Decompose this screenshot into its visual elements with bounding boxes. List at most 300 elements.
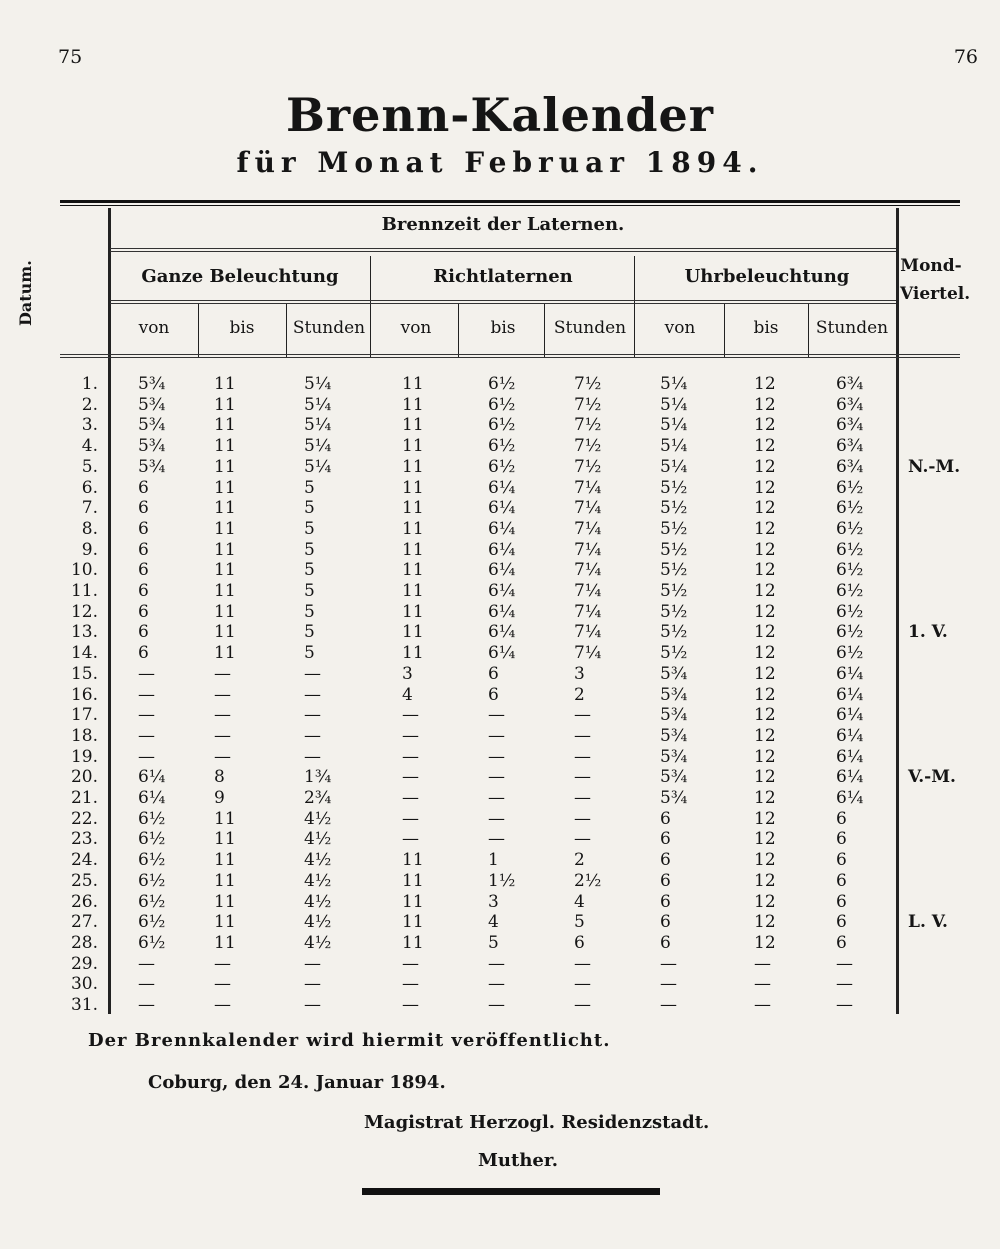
cell-uhr-von: 5½	[660, 498, 688, 519]
cell-ganze-von: 6½	[138, 829, 166, 850]
cell-ganze-von: 6¼	[138, 767, 166, 788]
cell-uhr-von: 5¾	[660, 788, 688, 808]
cell-ganze-von: 6	[138, 601, 149, 622]
cell-ganze-von: 6½	[138, 808, 166, 829]
cell-richt-bis: 5	[488, 932, 499, 953]
cell-uhr-von: 5¾	[660, 684, 688, 705]
cell-ganze-stunden: 5	[304, 518, 315, 539]
cell-uhr-bis: 12	[754, 870, 776, 891]
cell-ganze-stunden: 5	[304, 498, 315, 519]
cell-uhr-von: 5¾	[660, 746, 688, 767]
cell-ganze-bis: 11	[214, 581, 236, 601]
cell-ganze-bis: 11	[214, 891, 236, 912]
place-date: Coburg, den 24. Januar 1894.	[148, 1072, 446, 1093]
cell-ganze-bis: 11	[214, 498, 236, 519]
table-row	[60, 560, 900, 581]
cell-uhr-von: 5¼	[660, 415, 688, 436]
cell-richt-von: —	[402, 746, 419, 767]
cell-uhr-stunden: 6¾	[836, 394, 864, 415]
cell-ganze-bis: 11	[214, 622, 236, 643]
cell-richt-stunden: —	[574, 725, 591, 746]
cell-ganze-stunden: —	[304, 995, 321, 1015]
cell-richt-bis: —	[488, 705, 505, 726]
cell-uhr-stunden: 6½	[836, 643, 864, 664]
cell-richt-bis: 6½	[488, 436, 516, 457]
cell-uhr-bis: 12	[754, 767, 776, 788]
cell-ganze-bis: —	[214, 684, 231, 705]
cell-ganze-bis: 11	[214, 456, 236, 477]
cell-uhr-stunden: 6¾	[836, 415, 864, 436]
cell-richt-bis: 6¼	[488, 498, 516, 519]
cell-ganze-von: 5¾	[138, 456, 166, 477]
cell-ganze-bis: 11	[214, 850, 236, 871]
cell-uhr-bis: 12	[754, 560, 776, 581]
cell-richt-stunden: 7¼	[574, 601, 602, 622]
cell-ganze-bis: 11	[214, 415, 236, 436]
cell-ganze-bis: —	[214, 725, 231, 746]
cell-date: 20.	[70, 767, 98, 788]
cell-ganze-von: —	[138, 974, 155, 995]
cell-richt-bis: —	[488, 767, 505, 788]
cell-uhr-stunden: 6¼	[836, 767, 864, 788]
cell-uhr-von: 5¼	[660, 456, 688, 477]
mond-header	[900, 252, 971, 308]
cell-richt-von: 11	[402, 622, 424, 643]
moon-phase-label: 1. V.	[908, 622, 948, 643]
cell-richt-stunden: 7¼	[574, 498, 602, 519]
cell-uhr-stunden: 6¾	[836, 374, 864, 394]
cell-richt-von: 11	[402, 477, 424, 498]
cell-richt-bis: —	[488, 788, 505, 808]
col-richt-stunden: Stunden	[553, 318, 627, 338]
cell-ganze-von: 6	[138, 581, 149, 601]
cell-ganze-von: 6½	[138, 891, 166, 912]
cell-uhr-stunden: 6¼	[836, 746, 864, 767]
cell-uhr-stunden: 6	[836, 808, 847, 829]
cell-ganze-bis: —	[214, 705, 231, 726]
cell-uhr-bis: 12	[754, 788, 776, 808]
cell-uhr-stunden: 6¼	[836, 663, 864, 684]
cell-richt-stunden: 7¼	[574, 643, 602, 664]
table-row	[60, 933, 900, 954]
cell-ganze-stunden: —	[304, 663, 321, 684]
cell-date: 29.	[70, 953, 98, 974]
group-uhr: Uhrbeleuchtung	[684, 266, 850, 287]
top-rule	[60, 200, 960, 203]
cell-richt-stunden: 2½	[574, 870, 602, 891]
cell-ganze-von: 6	[138, 477, 149, 498]
cell-date: 16.	[70, 684, 98, 705]
cell-ganze-bis: 11	[214, 477, 236, 498]
cell-ganze-bis: 11	[214, 436, 236, 457]
cell-richt-von: —	[402, 995, 419, 1015]
table-row	[60, 643, 900, 664]
cell-uhr-von: 5¼	[660, 436, 688, 457]
cell-richt-stunden: —	[574, 705, 591, 726]
cell-ganze-stunden: 5¼	[304, 374, 332, 394]
col-uhr-bis: bis	[753, 318, 779, 338]
cell-ganze-bis: 11	[214, 374, 236, 394]
cell-uhr-bis: 12	[754, 829, 776, 850]
cell-ganze-von: 6	[138, 539, 149, 560]
cell-uhr-stunden: 6¼	[836, 788, 864, 808]
cell-ganze-stunden: 4½	[304, 808, 332, 829]
cell-date: 27.	[70, 912, 98, 933]
cell-uhr-von: 5½	[660, 601, 688, 622]
table-row	[60, 829, 900, 850]
issuing-authority: Magistrat Herzogl. Residenzstadt.	[364, 1112, 710, 1133]
cell-ganze-stunden: 5¼	[304, 394, 332, 415]
cell-ganze-bis: 9	[214, 788, 225, 808]
cell-ganze-von: 6	[138, 560, 149, 581]
cell-ganze-bis: 11	[214, 539, 236, 560]
cell-uhr-stunden: 6	[836, 891, 847, 912]
cell-uhr-bis: 12	[754, 932, 776, 953]
cell-richt-bis: 6½	[488, 415, 516, 436]
cell-uhr-von: 5½	[660, 560, 688, 581]
cell-richt-stunden: —	[574, 974, 591, 995]
cell-date: 25.	[70, 870, 98, 891]
cell-richt-stunden: —	[574, 808, 591, 829]
cell-uhr-von: 5½	[660, 518, 688, 539]
cell-richt-stunden: 7¼	[574, 518, 602, 539]
cell-richt-von: 11	[402, 870, 424, 891]
cell-richt-stunden: 7½	[574, 394, 602, 415]
page-subtitle: für Monat Februar 1894.	[236, 146, 764, 179]
bottom-rule	[362, 1188, 660, 1195]
table-row	[60, 954, 900, 975]
cell-ganze-bis: 11	[214, 518, 236, 539]
cell-uhr-bis: 12	[754, 498, 776, 519]
header-rule-3	[60, 354, 960, 355]
cell-uhr-stunden: 6	[836, 912, 847, 933]
cell-date: 12.	[70, 601, 98, 622]
cell-richt-bis: 1	[488, 850, 499, 871]
cell-ganze-stunden: 5	[304, 560, 315, 581]
table-row	[60, 747, 900, 768]
cell-richt-stunden: —	[574, 995, 591, 1015]
table-row	[60, 726, 900, 747]
cell-date: 21.	[70, 788, 98, 808]
cell-uhr-bis: 12	[754, 601, 776, 622]
cell-uhr-bis: 12	[754, 415, 776, 436]
cell-richt-stunden: 7¼	[574, 477, 602, 498]
cell-richt-von: 11	[402, 912, 424, 933]
cell-date: 9.	[81, 539, 98, 560]
table-row	[60, 540, 900, 561]
cell-richt-stunden: 7¼	[574, 539, 602, 560]
cell-richt-stunden: —	[574, 788, 591, 808]
cell-ganze-bis: 11	[214, 560, 236, 581]
cell-ganze-von: 6½	[138, 850, 166, 871]
cell-date: 17.	[70, 705, 98, 726]
cell-ganze-bis: —	[214, 953, 231, 974]
cell-ganze-stunden: 5	[304, 601, 315, 622]
cell-uhr-von: 6	[660, 870, 671, 891]
cell-richt-stunden: —	[574, 746, 591, 767]
cell-ganze-von: —	[138, 663, 155, 684]
cell-uhr-stunden: 6½	[836, 601, 864, 622]
header-rule-2	[110, 300, 896, 301]
cell-uhr-von: —	[660, 953, 677, 974]
cell-uhr-bis: 12	[754, 891, 776, 912]
cell-richt-von: 11	[402, 518, 424, 539]
cell-richt-von: 11	[402, 643, 424, 664]
table-row	[60, 788, 900, 809]
cell-richt-von: 3	[402, 663, 413, 684]
cell-richt-von: 4	[402, 684, 413, 705]
cell-uhr-von: 6	[660, 808, 671, 829]
cell-date: 13.	[70, 622, 98, 643]
signature: Muther.	[478, 1150, 558, 1171]
col-uhr-stunden: Stunden	[815, 318, 889, 338]
cell-uhr-von: 6	[660, 829, 671, 850]
cell-uhr-stunden: 6½	[836, 622, 864, 643]
cell-uhr-von: 5¼	[660, 374, 688, 394]
cell-ganze-von: 6¼	[138, 788, 166, 808]
cell-richt-bis: 6¼	[488, 560, 516, 581]
cell-date: 23.	[70, 829, 98, 850]
cell-uhr-stunden: 6½	[836, 498, 864, 519]
cell-ganze-bis: 11	[214, 932, 236, 953]
cell-ganze-von: 6½	[138, 912, 166, 933]
cell-richt-bis: 6¼	[488, 477, 516, 498]
group-separator-1	[370, 256, 371, 358]
cell-richt-bis: 6	[488, 684, 499, 705]
cell-richt-stunden: 7½	[574, 456, 602, 477]
cell-date: 26.	[70, 891, 98, 912]
table-row	[60, 602, 900, 623]
cell-ganze-stunden: 5	[304, 622, 315, 643]
table-row	[60, 581, 900, 602]
table-row	[60, 685, 900, 706]
cell-richt-von: 11	[402, 394, 424, 415]
cell-richt-stunden: —	[574, 953, 591, 974]
cell-richt-bis: 6¼	[488, 518, 516, 539]
cell-richt-von: —	[402, 808, 419, 829]
cell-ganze-von: 6	[138, 643, 149, 664]
table-row	[60, 519, 900, 540]
cell-uhr-von: 5¼	[660, 394, 688, 415]
cell-richt-bis: —	[488, 746, 505, 767]
cell-uhr-bis: 12	[754, 912, 776, 933]
group-richt: Richtlaternen	[433, 266, 573, 287]
cell-ganze-von: 6½	[138, 932, 166, 953]
cell-richt-von: 11	[402, 415, 424, 436]
cell-richt-bis: 6½	[488, 394, 516, 415]
cell-uhr-bis: —	[754, 995, 771, 1015]
cell-uhr-stunden: 6¼	[836, 725, 864, 746]
cell-uhr-bis: 12	[754, 746, 776, 767]
cell-uhr-stunden: —	[836, 953, 853, 974]
cell-ganze-von: 6½	[138, 870, 166, 891]
moon-phase-label: V.-M.	[908, 767, 956, 788]
cell-uhr-stunden: 6¼	[836, 684, 864, 705]
cell-uhr-stunden: 6½	[836, 518, 864, 539]
moon-phase-label: N.-M.	[908, 456, 961, 477]
cell-ganze-bis: —	[214, 746, 231, 767]
cell-uhr-von: 5¾	[660, 725, 688, 746]
cell-richt-von: —	[402, 829, 419, 850]
cell-richt-bis: 1½	[488, 870, 516, 891]
col-ganze-von: von	[138, 318, 170, 338]
cell-richt-bis: 6¼	[488, 601, 516, 622]
cell-uhr-stunden: —	[836, 995, 853, 1015]
cell-ganze-von: —	[138, 953, 155, 974]
cell-ganze-bis: 8	[214, 767, 225, 788]
cell-richt-stunden: 7½	[574, 415, 602, 436]
cell-richt-bis: 6	[488, 663, 499, 684]
cell-ganze-bis: 11	[214, 601, 236, 622]
cell-date: 1.	[81, 374, 98, 394]
cell-date: 7.	[81, 498, 98, 519]
cell-ganze-stunden: 4½	[304, 932, 332, 953]
cell-ganze-bis: 11	[214, 829, 236, 850]
cell-uhr-stunden: 6½	[836, 581, 864, 601]
col-ganze-bis: bis	[229, 318, 255, 338]
cell-richt-stunden: —	[574, 829, 591, 850]
table-row	[60, 436, 900, 457]
cell-ganze-bis: 11	[214, 643, 236, 664]
cell-ganze-bis: 11	[214, 912, 236, 933]
cell-uhr-stunden: 6	[836, 932, 847, 953]
cell-date: 3.	[81, 415, 98, 436]
cell-ganze-bis: 11	[214, 870, 236, 891]
cell-richt-von: 11	[402, 581, 424, 601]
moon-phase-label: L. V.	[908, 912, 948, 933]
cell-richt-von: —	[402, 767, 419, 788]
cell-uhr-bis: 12	[754, 622, 776, 643]
cell-uhr-von: 6	[660, 891, 671, 912]
cell-uhr-von: 5¾	[660, 663, 688, 684]
table-row	[60, 974, 900, 995]
cell-uhr-von: 5½	[660, 622, 688, 643]
cell-richt-von: 11	[402, 498, 424, 519]
group-separator-2	[634, 256, 635, 358]
cell-uhr-von: 5¾	[660, 767, 688, 788]
cell-ganze-stunden: 4½	[304, 850, 332, 871]
cell-richt-von: 11	[402, 891, 424, 912]
table-row	[60, 809, 900, 830]
cell-richt-bis: 6¼	[488, 643, 516, 664]
cell-uhr-von: —	[660, 995, 677, 1015]
cell-ganze-von: 6	[138, 518, 149, 539]
cell-richt-von: 11	[402, 932, 424, 953]
cell-ganze-stunden: —	[304, 725, 321, 746]
cell-date: 5.	[81, 456, 98, 477]
cell-richt-stunden: 7¼	[574, 622, 602, 643]
cell-richt-bis: —	[488, 829, 505, 850]
cell-ganze-von: 5¾	[138, 394, 166, 415]
cell-uhr-stunden: 6	[836, 829, 847, 850]
cell-uhr-stunden: 6¾	[836, 436, 864, 457]
cell-richt-von: 11	[402, 456, 424, 477]
table-row	[60, 664, 900, 685]
cell-ganze-von: —	[138, 746, 155, 767]
cell-uhr-bis: 12	[754, 850, 776, 871]
cell-uhr-bis: 12	[754, 705, 776, 726]
cell-uhr-stunden: 6½	[836, 560, 864, 581]
cell-richt-bis: —	[488, 808, 505, 829]
cell-richt-stunden: 3	[574, 663, 585, 684]
cell-ganze-von: 6	[138, 498, 149, 519]
cell-ganze-stunden: —	[304, 974, 321, 995]
cell-richt-stunden: 4	[574, 891, 585, 912]
cell-uhr-bis: 12	[754, 436, 776, 457]
cell-richt-stunden: —	[574, 767, 591, 788]
cell-richt-von: 11	[402, 601, 424, 622]
cell-richt-stunden: 6	[574, 932, 585, 953]
cell-richt-von: —	[402, 974, 419, 995]
cell-date: 15.	[70, 663, 98, 684]
cell-ganze-bis: 11	[214, 808, 236, 829]
cell-uhr-stunden: 6¼	[836, 705, 864, 726]
table-row	[60, 995, 900, 1016]
cell-richt-stunden: 7¼	[574, 560, 602, 581]
cell-ganze-stunden: 1¾	[304, 767, 332, 788]
cell-ganze-bis: —	[214, 974, 231, 995]
cell-richt-bis: 6½	[488, 456, 516, 477]
cell-richt-von: —	[402, 953, 419, 974]
table-row	[60, 374, 900, 395]
datum-header: Datum.	[16, 260, 35, 326]
cell-ganze-stunden: 4½	[304, 891, 332, 912]
cell-date: 31.	[70, 995, 98, 1015]
cell-date: 19.	[70, 746, 98, 767]
cell-richt-bis: 4	[488, 912, 499, 933]
cell-uhr-von: 5½	[660, 581, 688, 601]
cell-richt-von: 11	[402, 436, 424, 457]
cell-uhr-stunden: 6½	[836, 477, 864, 498]
page-number-right: 76	[953, 46, 978, 68]
cell-ganze-stunden: 5	[304, 581, 315, 601]
table-row	[60, 705, 900, 726]
cell-ganze-bis: —	[214, 995, 231, 1015]
cell-uhr-von: 5½	[660, 539, 688, 560]
cell-richt-stunden: 7½	[574, 374, 602, 394]
cell-richt-stunden: 7½	[574, 436, 602, 457]
cell-richt-bis: —	[488, 953, 505, 974]
cell-uhr-von: 6	[660, 932, 671, 953]
cell-uhr-von: 5¾	[660, 705, 688, 726]
cell-uhr-stunden: 6½	[836, 539, 864, 560]
table-row	[60, 478, 900, 499]
cell-ganze-stunden: 5	[304, 477, 315, 498]
mond-header-line1: Mond-	[900, 256, 962, 276]
cell-ganze-von: —	[138, 684, 155, 705]
cell-ganze-stunden: 5¼	[304, 456, 332, 477]
cell-uhr-von: 6	[660, 912, 671, 933]
cell-ganze-von: —	[138, 705, 155, 726]
col-richt-bis: bis	[490, 318, 516, 338]
cell-ganze-stunden: 5¼	[304, 436, 332, 457]
cell-ganze-stunden: —	[304, 953, 321, 974]
cell-uhr-bis: 12	[754, 539, 776, 560]
cell-date: 10.	[70, 560, 98, 581]
cell-date: 14.	[70, 643, 98, 664]
col-uhr-von: von	[664, 318, 696, 338]
header-rule-1	[110, 248, 896, 249]
cell-richt-bis: —	[488, 974, 505, 995]
cell-date: 24.	[70, 850, 98, 871]
cell-richt-von: 11	[402, 374, 424, 394]
cell-ganze-bis: 11	[214, 394, 236, 415]
cell-uhr-von: 5½	[660, 477, 688, 498]
cell-richt-bis: 6¼	[488, 622, 516, 643]
cell-uhr-von: 6	[660, 850, 671, 871]
cell-date: 8.	[81, 518, 98, 539]
page-number-left: 75	[58, 46, 83, 68]
